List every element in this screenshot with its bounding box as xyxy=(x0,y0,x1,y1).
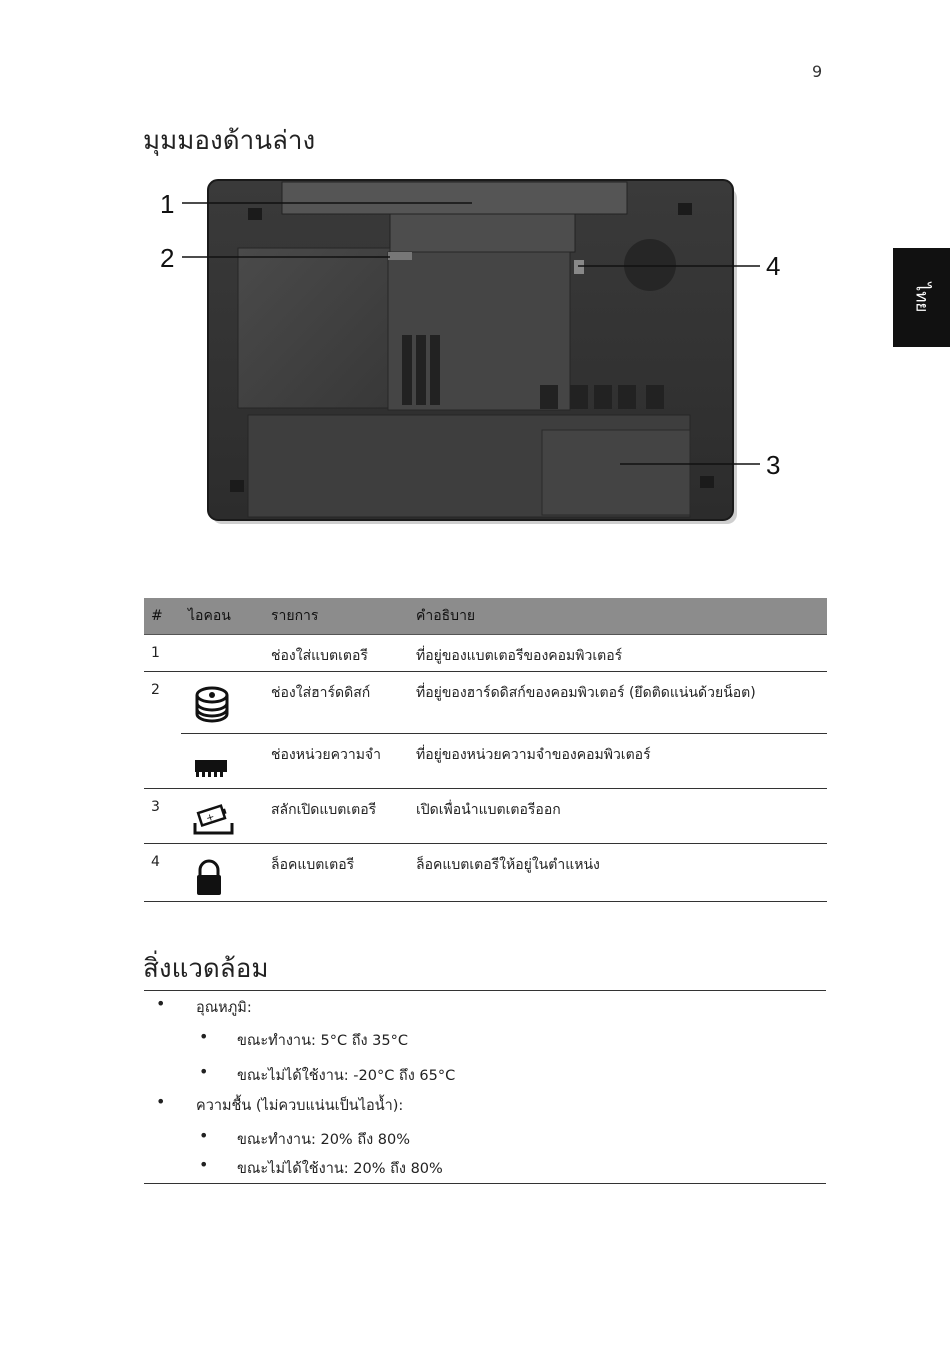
row-icon xyxy=(181,789,264,844)
table-row xyxy=(144,844,827,902)
hard-disk-icon xyxy=(192,686,232,726)
row-description: เปิดเพื่อนำแบตเตอรีออก xyxy=(409,789,827,844)
page-number: 9 xyxy=(812,62,823,81)
row-item: ล็อคแบตเตอรี xyxy=(264,844,409,902)
row-description: ที่อยู่ของหน่วยความจำของคอมพิวเตอร์ xyxy=(409,734,827,789)
humidity-operating: ขณะทำงาน: 20% ถึง 80% xyxy=(237,1132,411,1148)
svg-text:+: + xyxy=(204,811,217,825)
laptop-bottom-view-image xyxy=(150,170,800,540)
humidity-label: ความชื้น (ไม่ควบแน่นเป็นไอน้ำ): xyxy=(196,1098,404,1114)
row-item: ช่องใส่ฮาร์ดดิสก์ xyxy=(264,672,409,734)
bullet-icon: • xyxy=(199,1062,209,1081)
divider xyxy=(144,990,826,991)
header-number: # xyxy=(144,598,181,635)
row-description: ล็อคแบตเตอรีให้อยู่ในตำแหน่ง xyxy=(409,844,827,902)
row-number: 2 xyxy=(151,682,160,698)
components-table xyxy=(144,598,827,902)
table-row xyxy=(144,635,827,672)
callout-4: 4 xyxy=(766,251,781,281)
bullet-icon: • xyxy=(199,1155,209,1174)
table-header-row xyxy=(144,598,827,635)
language-tab xyxy=(893,248,950,347)
temperature-non-operating: ขณะไม่ได้ใช้งาน: -20°C ถึง 65°C xyxy=(237,1068,456,1084)
battery-release-icon xyxy=(192,803,236,837)
bullet-icon: • xyxy=(156,1092,166,1111)
memory-icon xyxy=(192,748,232,780)
row-number xyxy=(144,734,181,789)
row-item: ช่องหน่วยความจำ xyxy=(264,734,409,789)
callout-3: 3 xyxy=(766,450,781,480)
lock-icon xyxy=(192,858,226,898)
row-description: ที่อยู่ของแบตเตอรีของคอมพิวเตอร์ xyxy=(409,635,827,672)
row-icon xyxy=(181,635,264,672)
header-icon: ไอคอน xyxy=(181,598,264,635)
row-number: 4 xyxy=(144,844,181,902)
humidity-non-operating: ขณะไม่ได้ใช้งาน: 20% ถึง 80% xyxy=(237,1161,443,1177)
row-number: 3 xyxy=(144,789,181,844)
bullet-icon: • xyxy=(156,994,166,1013)
table-row xyxy=(144,734,827,789)
row-number: 1 xyxy=(144,635,181,672)
language-tab-label: ไทย xyxy=(911,282,931,313)
section-title-environment: สิ่งแวดล้อม xyxy=(143,954,269,984)
temperature-operating: ขณะทำงาน: 5°C ถึง 35°C xyxy=(237,1033,408,1049)
callout-2: 2 xyxy=(160,243,175,273)
row-icon xyxy=(181,734,264,789)
temperature-label: อุณหภูมิ: xyxy=(196,1000,252,1016)
table-row xyxy=(144,789,827,844)
row-item: สลักเปิดแบตเตอรี xyxy=(264,789,409,844)
row-icon xyxy=(181,672,264,734)
header-description: คำอธิบาย xyxy=(409,598,827,635)
callout-1: 1 xyxy=(160,189,175,219)
bullet-icon: • xyxy=(199,1027,209,1046)
row-description: ที่อยู่ของฮาร์ดดิสก์ของคอมพิวเตอร์ (ยึดติดแน่นด้วยน็อต) xyxy=(409,672,827,734)
divider xyxy=(144,1183,826,1184)
table-row xyxy=(144,672,827,734)
bullet-icon: • xyxy=(199,1126,209,1145)
row-item: ช่องใส่แบตเตอรี xyxy=(264,635,409,672)
section-title-bottom-view: มุมมองด้านล่าง xyxy=(143,126,316,156)
row-icon xyxy=(181,844,264,902)
header-item: รายการ xyxy=(264,598,409,635)
